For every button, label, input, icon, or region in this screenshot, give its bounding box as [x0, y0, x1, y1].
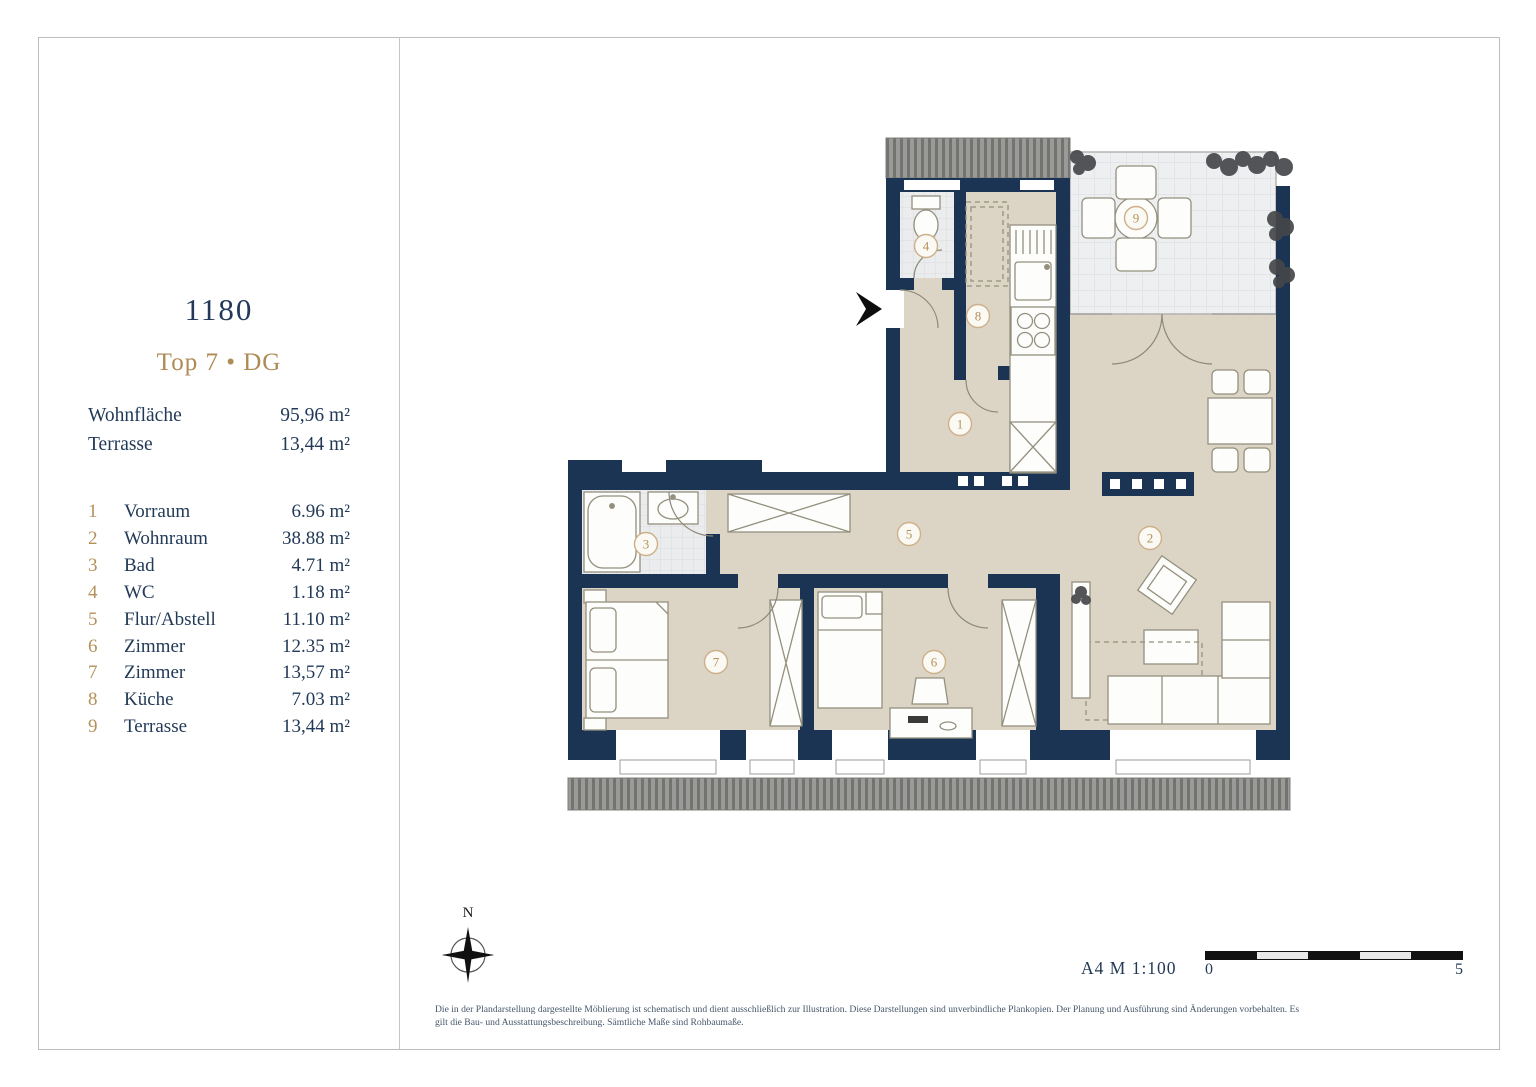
disclaimer-line-2: gilt die Bau- und Ausstattungsbeschreibung. Sämtliche Maße sind Rohbaumaße.	[435, 1017, 744, 1028]
room-area: 12.35 m²	[282, 635, 350, 657]
room-list	[88, 499, 350, 741]
scale-bar-labels	[1205, 961, 1463, 979]
room-name: Vorraum	[124, 501, 191, 522]
window-room6	[832, 730, 888, 760]
coffee-table	[1144, 630, 1198, 664]
toilet-tank	[912, 196, 940, 209]
room-row	[88, 499, 350, 526]
window-room7	[616, 730, 720, 760]
compass-north-label: N	[462, 905, 474, 921]
room-name: Zimmer	[124, 662, 186, 684]
room-row	[88, 687, 350, 714]
dining-chair	[1244, 448, 1270, 472]
room-name: Wohnraum	[124, 527, 208, 549]
svg-text:2: 2	[1146, 530, 1154, 546]
room-badge-8	[967, 305, 990, 328]
pillow	[590, 608, 616, 652]
room-number: 6	[88, 635, 98, 657]
desk	[890, 708, 972, 738]
scale-end-label: 5	[1455, 961, 1463, 978]
entrance-arrow-icon	[856, 292, 882, 326]
nightstand	[584, 718, 606, 730]
room-name: Flur/Abstell	[124, 608, 216, 630]
scale-start-label: 0	[1205, 961, 1213, 978]
room-badge-4	[915, 235, 938, 258]
compass-icon	[435, 903, 501, 991]
window-living	[1110, 730, 1256, 760]
summary-label: Terrasse	[88, 434, 153, 455]
room-name: WC	[124, 581, 155, 603]
dining-table	[1208, 398, 1272, 444]
room-badge-7	[705, 651, 728, 674]
svg-text:3: 3	[642, 536, 650, 552]
room-area: 4.71 m²	[291, 554, 350, 576]
room-number: 3	[88, 554, 98, 576]
roof-hatch-top	[886, 138, 1070, 178]
room-badge-9	[1125, 207, 1148, 230]
summary-row-terrasse	[88, 430, 350, 459]
room-row	[88, 526, 350, 553]
floorplan	[550, 130, 1310, 830]
area-summary	[88, 401, 350, 459]
format-scale-label: A4 M 1:100	[1081, 958, 1177, 978]
desk-chair	[912, 678, 948, 704]
scale-bar-track	[1205, 951, 1463, 960]
summary-label: Wohnfläche	[88, 405, 182, 426]
svg-text:1: 1	[956, 416, 964, 432]
pillow	[590, 668, 616, 712]
room-number: 5	[88, 608, 98, 630]
room-badge-3	[635, 533, 658, 556]
summary-value: 95,96 m²	[280, 405, 350, 426]
bed-shelf	[866, 592, 882, 614]
disclaimer	[435, 1003, 1497, 1029]
room-name: Zimmer	[124, 635, 186, 657]
window-bay-1	[746, 730, 798, 760]
room-area: 13,57 m²	[282, 662, 350, 684]
room-number: 2	[88, 527, 98, 549]
room-row	[88, 553, 350, 580]
svg-text:7: 7	[712, 654, 720, 670]
entrance-opening	[882, 290, 904, 328]
floorplan-svg	[550, 130, 1310, 830]
room-name: Terrasse	[124, 716, 188, 738]
room-area: 6.96 m²	[291, 501, 350, 522]
terrace-chair	[1116, 166, 1156, 199]
svg-text:4: 4	[922, 238, 930, 254]
svg-text:6: 6	[930, 654, 938, 670]
dining-chair	[1212, 370, 1238, 394]
nightstand	[584, 590, 606, 603]
terrace-chair	[1158, 198, 1191, 238]
terrace-chair	[1082, 198, 1115, 238]
terrace-chair	[1116, 238, 1156, 271]
room-number: 9	[88, 716, 98, 738]
sofa	[1108, 676, 1270, 724]
room-area: 7.03 m²	[291, 689, 350, 711]
room-badge-6	[923, 651, 946, 674]
room-area: 13,44 m²	[282, 716, 350, 738]
window-top-2	[1020, 180, 1054, 190]
window-bay-2	[976, 730, 1030, 760]
room-number: 4	[88, 581, 98, 603]
unit-number: 1180	[184, 292, 254, 327]
dining-chair	[1212, 448, 1238, 472]
room-row	[88, 714, 350, 741]
room-row	[88, 634, 350, 661]
svg-text:9: 9	[1132, 210, 1140, 226]
summary-row-wohnflaeche	[88, 401, 350, 430]
room-row	[88, 607, 350, 634]
roof-hatch-bottom	[568, 778, 1290, 810]
pillow	[822, 596, 862, 618]
room-name: Bad	[124, 554, 155, 576]
room-area: 1.18 m²	[291, 581, 350, 603]
unit-top-label: Top 7 • DG	[156, 349, 282, 376]
room-number: 8	[88, 689, 98, 711]
room-number: 1	[88, 501, 98, 522]
room-row	[88, 580, 350, 607]
dining-chair	[1244, 370, 1270, 394]
disclaimer-line-1: Die in der Plandarstellung dargestellte Möblierung ist schematisch und dient ausschließlich zur Illustration. Diese Darstellungen sind unverbindliche Plankopien. Der Planung und Ausführung sind Änderungen vorbehalten. Es	[435, 1004, 1300, 1015]
room-number: 7	[88, 662, 98, 684]
window-top-1	[904, 180, 960, 190]
scale-bar	[1205, 951, 1463, 979]
room-badge-2	[1139, 527, 1162, 550]
summary-value: 13,44 m²	[280, 434, 350, 455]
svg-text:8: 8	[974, 308, 982, 324]
kitchen-island	[966, 202, 1008, 286]
svg-text:5: 5	[905, 526, 913, 542]
compass	[435, 903, 501, 996]
room-badge-5	[898, 523, 921, 546]
room-area: 11.10 m²	[282, 608, 350, 630]
room-row	[88, 660, 350, 687]
room-area: 38.88 m²	[282, 527, 350, 549]
room-name: Küche	[124, 689, 174, 711]
room-badge-1	[949, 413, 972, 436]
panel-divider	[399, 37, 400, 1049]
